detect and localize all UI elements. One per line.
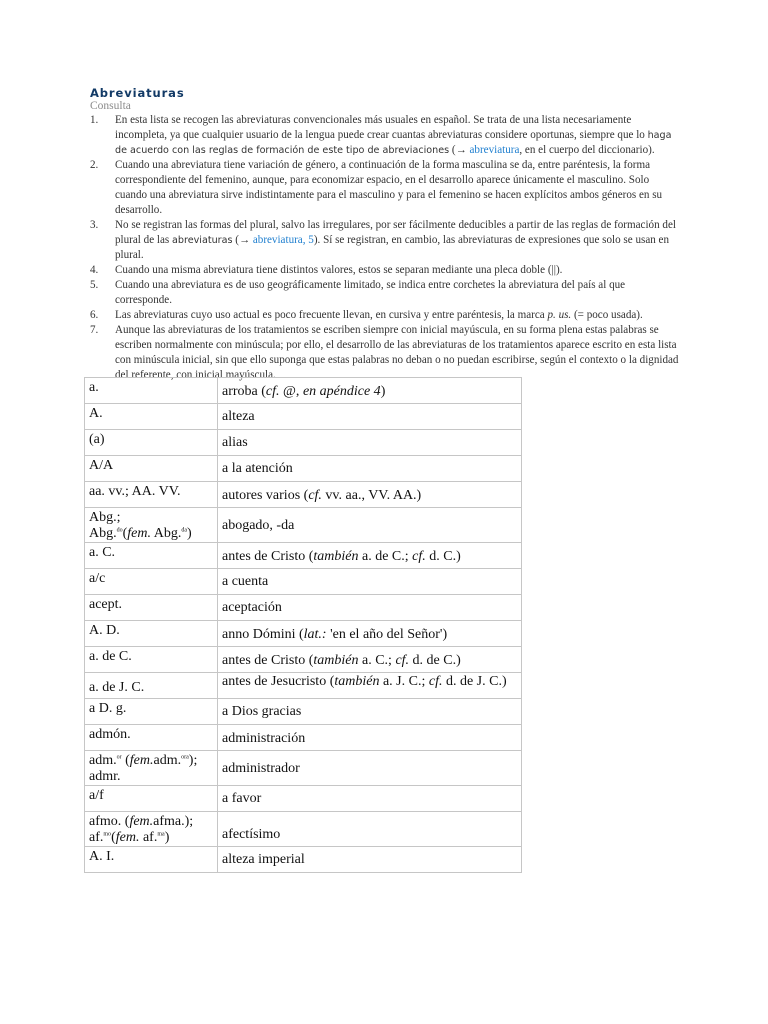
text-segment: Cuando una abreviatura tiene variación de género, a continuación de la forma masculina se da, entre paréntesis, la forma correspondiente del femenino, aunque, para economizar espacio, en el desarrollo aparece únicamente el masculino. Solo cuando una abreviatura sirve indistintamente para el masculino y para el femenino se hacen explícitos ambos géneros en su desarrollo. [115, 159, 663, 216]
text-segment: ); [188, 753, 198, 768]
note-number: 4. [90, 264, 99, 276]
abbreviation-cell [85, 673, 218, 699]
text-segment: admón. [89, 727, 131, 742]
meaning-cell [218, 456, 522, 482]
table-row [85, 456, 522, 482]
text-segment: p. us. [547, 309, 572, 321]
text-segment: adm. [89, 753, 117, 768]
abbreviation-cell [85, 456, 218, 482]
meaning-cell [218, 482, 522, 508]
text-segment: aceptación [222, 600, 282, 615]
meaning-cell [218, 543, 522, 569]
text-segment: a. de C.; [358, 549, 413, 564]
text-segment: ma [157, 831, 165, 838]
text-segment: a cuenta [222, 574, 269, 589]
cross-reference-link[interactable]: abreviatura, 5 [252, 234, 314, 246]
table-row [85, 847, 522, 873]
text-segment: Abg. [151, 526, 182, 541]
abbreviation-cell [85, 569, 218, 595]
text-segment: or [116, 754, 122, 761]
text-segment: cf. [412, 549, 426, 564]
text-segment: Cuando una misma abreviatura tiene distintos valores, estos se separan mediante una pleca doble (||). [115, 264, 563, 276]
text-segment: do [116, 527, 123, 534]
text-segment: antes de Cristo ( [222, 653, 314, 668]
note-number: 6. [90, 309, 99, 321]
text-segment: vv. aa., VV. AA.) [321, 488, 422, 503]
text-segment: (a) [89, 432, 105, 447]
text-segment: ora [181, 754, 189, 761]
meaning-cell [218, 621, 522, 647]
text-segment: arroba ( [222, 384, 266, 399]
text-segment: af. [139, 830, 158, 845]
text-segment: ( [121, 753, 130, 768]
abbreviation-cell [85, 647, 218, 673]
text-segment: (= poco usada). [571, 309, 643, 321]
table-row [85, 673, 522, 699]
abbreviation-cell [85, 543, 218, 569]
meaning-cell [218, 699, 522, 725]
text-segment: a D. g. [89, 701, 127, 716]
text-segment: a. J. C.; [379, 674, 429, 689]
table-row [85, 378, 522, 404]
text-segment: Cuando una abreviatura es de uso geográficamente limitado, se indica entre corchetes la abreviatura del país al que corresponde. [115, 279, 626, 306]
text-segment: No se registran las formas del plural, salvo las irregulares, por ser fácilmente deducibles a partir de las reglas de formación del plural de las [115, 219, 676, 246]
text-segment: af. [89, 830, 104, 845]
table-row [85, 482, 522, 508]
text-segment: Abg.; [89, 510, 121, 525]
text-segment: d. C.) [425, 549, 461, 564]
text-segment: (→ [449, 144, 470, 156]
table-row [85, 404, 522, 430]
abbreviations-table [84, 377, 522, 873]
meaning-cell [218, 378, 522, 404]
table-row [85, 543, 522, 569]
text-segment: también [313, 653, 359, 668]
text-segment: ) [164, 830, 170, 845]
text-segment: fem. [129, 814, 154, 829]
text-segment: acept. [89, 597, 123, 612]
text-segment: mo [103, 831, 112, 838]
text-segment: abogado, -da [222, 517, 295, 533]
meaning-cell [218, 847, 522, 873]
text-segment: antes de Cristo ( [222, 549, 314, 564]
abbreviation-cell [85, 812, 218, 847]
text-segment: adm. [153, 753, 182, 768]
text-segment: cf. [265, 384, 280, 399]
text-segment: ). Sí se registran, en cambio, las abreviaturas de expresiones que solo se usan en plural. [115, 234, 670, 261]
abbreviation-cell [85, 378, 218, 404]
table-row [85, 812, 522, 847]
text-segment: afmo. ( [89, 814, 130, 829]
table-row [85, 647, 522, 673]
note-number: 7. [90, 324, 99, 336]
document [90, 86, 680, 383]
table-row [85, 786, 522, 812]
cross-reference-link[interactable]: abreviatura [469, 144, 520, 156]
text-segment: administrador [222, 760, 300, 776]
abbreviation-cell [85, 786, 218, 812]
abbreviation-cell [85, 404, 218, 430]
text-segment: fem. [127, 526, 152, 541]
page-title: Abreviaturas [90, 86, 185, 100]
note-item [90, 308, 680, 323]
table-row [85, 699, 522, 725]
note-number: 3. [90, 219, 99, 231]
text-segment: autores varios ( [222, 488, 309, 503]
text-segment: En esta lista se recogen las abreviaturas convencionales más usuales en español. Se trata de una lista necesariamente incompleta, ya que cualquier usuario de la lengua puede crear cuantas abreviaturas considere oportunas, siempre que lo [115, 114, 648, 141]
text-segment: anno Dómini ( [222, 627, 304, 642]
text-segment: @, [279, 384, 303, 399]
meaning-cell [218, 595, 522, 621]
text-segment: alias [222, 435, 248, 450]
meaning-cell [218, 430, 522, 456]
meaning-cell [218, 647, 522, 673]
table-row [85, 751, 522, 786]
page-subtitle: Consulta [90, 100, 131, 112]
abbreviation-cell [85, 725, 218, 751]
text-segment: Aunque las abreviaturas de los tratamientos se escriben siempre con inicial mayúscula, en su forma plena estas palabras se escriben normalmente con minúscula; por ello, el desarrollo de las abreviaturas de los tratamientos aparece escrito en esta lista con minúscula inicial, sin que ello suponga que estas palabras no deban o no puedan escribirse, según el contexto o la dignidad del referente, con inicial mayúscula. [115, 324, 679, 381]
text-segment: fem. [129, 753, 154, 768]
text-segment: Las abreviaturas cuyo uso actual es poco frecuente llevan, en cursiva y entre paréntesis, la marca [115, 309, 548, 321]
abbreviation-cell [85, 595, 218, 621]
notes-list [90, 113, 680, 383]
meaning-cell [218, 569, 522, 595]
meaning-cell [218, 404, 522, 430]
abbreviation-cell [85, 508, 218, 543]
text-segment: en apéndice 4 [302, 384, 381, 399]
table-row [85, 621, 522, 647]
text-segment: ( [122, 526, 128, 541]
text-segment: a favor [222, 791, 262, 806]
text-segment: , en el cuerpo del diccionario). [519, 144, 655, 156]
note-number: 1. [90, 114, 99, 126]
note-item [90, 158, 680, 218]
text-segment: a/f [89, 788, 104, 803]
meaning-cell [218, 673, 522, 699]
text-segment: aa. vv.; AA. VV. [89, 484, 181, 499]
text-segment: también [313, 549, 359, 564]
text-segment: d. de C.) [409, 653, 461, 668]
text-segment: ( [111, 830, 116, 845]
text-segment: afma.); [153, 814, 194, 829]
text-segment: a. de C. [89, 649, 132, 664]
text-segment: cf. [428, 674, 443, 689]
abbreviation-cell [85, 621, 218, 647]
note-item [90, 263, 680, 278]
table-row [85, 430, 522, 456]
text-segment: Abg. [89, 526, 117, 541]
text-segment: lat.: [303, 627, 327, 642]
text-segment: administración [222, 731, 306, 746]
text-segment: cf. [308, 488, 322, 503]
text-segment: a. de J. C. [89, 680, 145, 695]
note-item [90, 113, 680, 158]
abbreviation-cell [85, 430, 218, 456]
abbreviation-cell [85, 751, 218, 786]
meaning-cell [218, 812, 522, 847]
text-segment: A. [89, 406, 103, 421]
abbreviation-cell [85, 847, 218, 873]
meaning-cell [218, 508, 522, 543]
meaning-cell [218, 786, 522, 812]
text-segment: fem. [115, 830, 140, 845]
note-item [90, 323, 680, 383]
text-segment: alteza [222, 409, 255, 424]
note-number: 5. [90, 279, 99, 291]
text-segment: da [181, 527, 188, 534]
table-row [85, 508, 522, 543]
note-item [90, 278, 680, 308]
text-segment: a. C. [89, 545, 116, 560]
text-segment: a la atención [222, 461, 293, 476]
table-row [85, 595, 522, 621]
text-segment: a. [89, 380, 99, 395]
text-segment: (→ [232, 234, 253, 246]
text-segment: ) [187, 526, 192, 541]
text-segment: A. I. [89, 849, 115, 864]
text-segment: admr. [89, 769, 121, 784]
text-segment: también [334, 674, 380, 689]
text-segment: 'en el año del Señor') [326, 627, 448, 642]
meaning-cell [218, 725, 522, 751]
meaning-cell [218, 751, 522, 786]
text-segment: ) [380, 384, 386, 399]
text-segment: a. C.; [358, 653, 396, 668]
abbreviation-cell [85, 699, 218, 725]
note-item [90, 218, 680, 263]
text-segment: abreviaturas [172, 235, 233, 246]
text-segment: afectísimo [222, 827, 281, 842]
text-segment: A/A [89, 458, 114, 473]
text-segment: cf. [395, 653, 410, 668]
text-segment: antes de Jesucristo ( [222, 674, 335, 689]
note-number: 2. [90, 159, 99, 171]
table-row [85, 725, 522, 751]
table-row [85, 569, 522, 595]
abbreviation-cell [85, 482, 218, 508]
text-segment: a Dios gracias [222, 704, 302, 719]
text-segment: a/c [89, 571, 106, 586]
text-segment: d. de J. C.) [442, 674, 507, 689]
text-segment: haga de acuerdo con las reglas de formación de este tipo de abreviaciones [115, 130, 672, 156]
text-segment: A. D. [89, 623, 120, 638]
text-segment: alteza imperial [222, 852, 305, 867]
